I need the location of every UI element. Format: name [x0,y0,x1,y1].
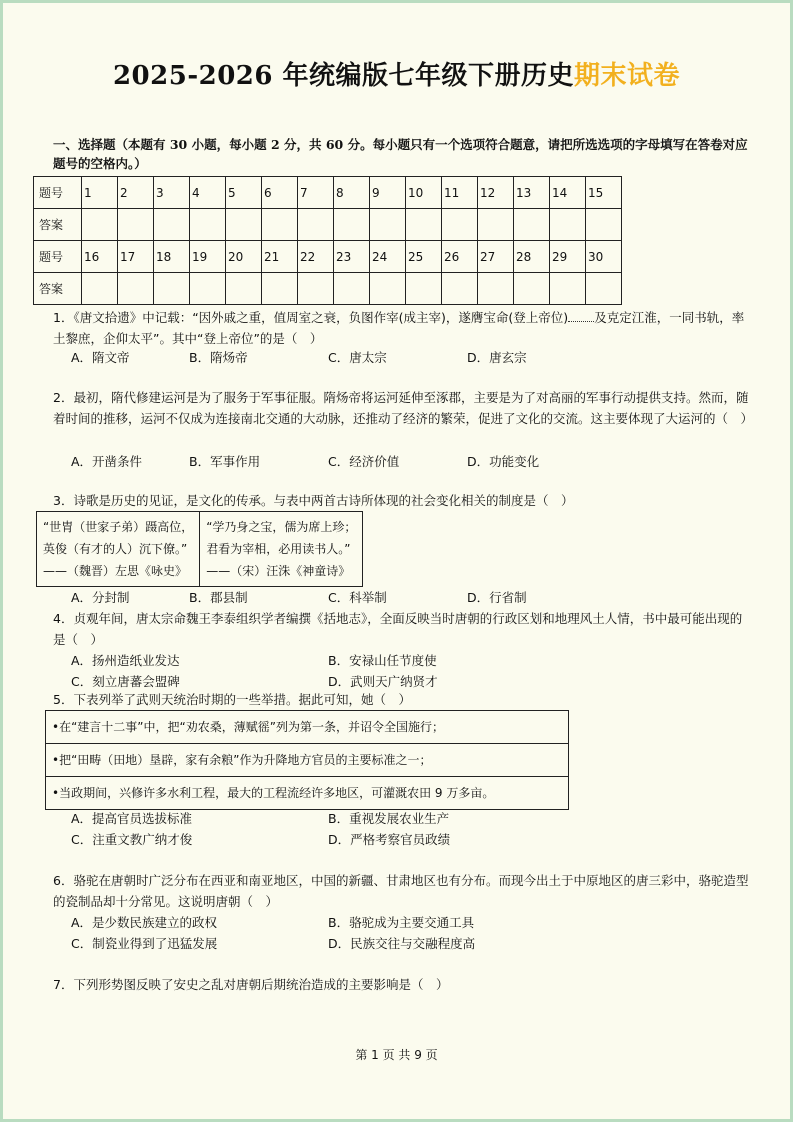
answer-cell[interactable] [370,273,406,305]
answer-cell[interactable] [334,209,370,241]
answer-cell[interactable] [298,209,334,241]
title-main: 2025-2026 年统编版七年级下册历史 [112,61,575,91]
question-3-stem: 3．诗歌是历史的见证，是文化的传承。与表中两首古诗所体现的社会变化相关的制度是（ ） [53,493,574,508]
question-number-cell: 23 [334,241,370,273]
answer-cell[interactable] [226,209,262,241]
poem-line: “学乃身之宝，儒为席上珍； [206,520,357,534]
answer-cell[interactable] [514,209,550,241]
option-d[interactable]: D．武则天广纳贤才 [328,674,438,689]
question-number-cell: 14 [550,177,586,209]
question-number-cell: 8 [334,177,370,209]
answer-cell[interactable] [154,209,190,241]
option-a[interactable]: A．是少数民族建立的政权 [71,915,218,930]
answer-cell[interactable] [226,273,262,305]
question-number-cell: 12 [478,177,514,209]
page-title [3,55,790,92]
answer-table-row [34,209,622,241]
answer-cell[interactable] [118,209,154,241]
answer-cell[interactable] [82,273,118,305]
question-number-cell: 13 [514,177,550,209]
row-label-number: 题号 [34,177,82,209]
answer-cell[interactable] [442,273,478,305]
option-b[interactable]: B．隋炀帝 [189,350,248,365]
answer-cell[interactable] [370,209,406,241]
question-number-cell: 22 [298,241,334,273]
answer-cell[interactable] [550,273,586,305]
question-number-cell: 29 [550,241,586,273]
row-label-answer: 答案 [34,209,82,241]
answer-cell[interactable] [586,209,622,241]
answer-cell[interactable] [262,273,298,305]
question-number-cell: 10 [406,177,442,209]
question-number-cell: 11 [442,177,478,209]
question-number-cell: 1 [82,177,118,209]
measure-row: •当政期间，兴修许多水利工程，最大的工程流经许多地区，可灌溉农田 9 万多亩。 [46,776,568,809]
option-c[interactable]: C．制瓷业得到了迅猛发展 [71,936,218,951]
option-b[interactable]: B．骆驼成为主要交通工具 [328,915,475,930]
question-5-stem: 5．下表列举了武则天统治时期的一些举措。据此可知，她（ ） [53,692,411,707]
answer-cell[interactable] [118,273,154,305]
option-a[interactable]: A．隋文帝 [71,350,130,365]
question-number-cell: 25 [406,241,442,273]
question-number-cell: 19 [190,241,226,273]
option-b[interactable]: B．重视发展农业生产 [328,811,450,826]
question-number-cell: 30 [586,241,622,273]
question-number-cell: 27 [478,241,514,273]
poem-line: 君看为宰相，必用读书人。” [206,542,351,556]
poem-table [36,511,363,587]
answer-cell[interactable] [442,209,478,241]
poem-source: ——（魏晋）左思《咏史》 [43,564,188,578]
answer-cell[interactable] [586,273,622,305]
question-number-cell: 15 [586,177,622,209]
option-a[interactable]: A．扬州造纸业发达 [71,653,180,668]
poem-line: “世胄（世家子弟）蹑高位， [43,520,194,534]
question-number-cell: 24 [370,241,406,273]
option-a[interactable]: A．提高官员选拔标准 [71,811,193,826]
option-b[interactable]: B．安禄山任节度使 [328,653,437,668]
question-1-stem-part-b: 及克定江淮，一同书轨，率土黎庶，企仰太平”。其中“登上帝位”的是（ ） [53,310,745,346]
answer-cell[interactable] [334,273,370,305]
measure-row: •在“建言十二事”中，把“劝农桑，薄赋徭”列为第一条，并诏令全国施行； [52,720,444,734]
option-d[interactable]: D．行省制 [467,590,527,605]
answer-table-row [34,273,622,305]
option-c[interactable]: C．科举制 [328,590,387,605]
question-6-stem: 6．骆驼在唐朝时广泛分布在西亚和南亚地区，中国的新疆、甘肃地区也有分布。而现今出土于中原地区的唐三彩中，骆驼造型的瓷制品却十分常见。这说明唐朝（ ） [53,873,749,909]
question-number-cell: 5 [226,177,262,209]
answer-cell[interactable] [154,273,190,305]
question-number-cell: 20 [226,241,262,273]
page-footer: 第 1 页 共 9 页 [355,1048,438,1062]
answer-cell[interactable] [478,209,514,241]
poem-source: ——（宋）汪洙《神童诗》 [206,564,351,578]
option-a[interactable]: A．开凿条件 [71,454,143,469]
question-1-stem [53,307,753,349]
answer-cell[interactable] [406,273,442,305]
question-number-cell: 9 [370,177,406,209]
option-c[interactable]: C．刻立唐蕃会盟碑 [71,674,180,689]
question-number-cell: 17 [118,241,154,273]
question-number-cell: 28 [514,241,550,273]
answer-table-row [34,241,622,273]
question-number-cell: 4 [190,177,226,209]
answer-blank [568,309,594,322]
poem-left-cell [37,512,199,586]
option-b[interactable]: B．郡县制 [189,590,248,605]
answer-sheet-table [33,176,622,305]
measure-row: •把“田畴（田地）垦辟，家有余粮”作为升降地方官员的主要标准之一； [46,743,568,776]
question-number-cell: 7 [298,177,334,209]
answer-cell[interactable] [190,209,226,241]
option-a[interactable]: A．分封制 [71,590,130,605]
question-1-stem-part-a: 1．《唐文拾遗》中记载：“因外戚之重，值周室之衰，负图作宰(成主宰)，遂膺宝命(登上帝位) [53,310,569,325]
option-d[interactable]: D．功能变化 [467,454,540,469]
question-number-cell: 3 [154,177,190,209]
option-c[interactable]: C．经济价值 [328,454,400,469]
row-label-number: 题号 [34,241,82,273]
answer-cell[interactable] [478,273,514,305]
option-d[interactable]: D．唐玄宗 [467,350,527,365]
answer-cell[interactable] [298,273,334,305]
measures-table [45,710,569,810]
answer-table-row [34,177,622,209]
question-number-cell: 26 [442,241,478,273]
answer-cell[interactable] [550,209,586,241]
question-number-cell: 16 [82,241,118,273]
title-highlight: 期末试卷 [574,61,681,91]
answer-cell[interactable] [190,273,226,305]
question-number-cell: 2 [118,177,154,209]
answer-cell[interactable] [262,209,298,241]
answer-cell[interactable] [82,209,118,241]
answer-cell[interactable] [406,209,442,241]
question-number-cell: 21 [262,241,298,273]
option-b[interactable]: B．军事作用 [189,454,261,469]
option-c[interactable]: C．注重文教广纳才俊 [71,832,193,847]
question-4-stem: 4．贞观年间，唐太宗命魏王李泰组织学者编撰《括地志》，全面反映当时唐朝的行政区划和地理风土人情，书中最可能出现的是（ ） [53,611,743,647]
row-label-answer: 答案 [34,273,82,305]
option-c[interactable]: C．唐太宗 [328,350,387,365]
answer-cell[interactable] [514,273,550,305]
option-d[interactable]: D．民族交往与交融程度高 [328,936,476,951]
section-heading: 一、选择题（本题有 30 小题，每小题 2 分，共 60 分。每小题只有一个选项符合题意，请把所选选项的字母填写在答卷对应题号的空格内。） [53,137,748,171]
question-number-cell: 6 [262,177,298,209]
question-7-stem: 7．下列形势图反映了安史之乱对唐朝后期统治造成的主要影响是（ ） [53,977,449,992]
question-2-stem: 2．最初，隋代修建运河是为了服务于军事征服。隋炀帝将运河延伸至涿郡，主要是为了对高丽的军事行动提供支持。然而，随着时间的推移，运河不仅成为连接南北交通的大动脉，还推动了经济的繁荣，促进了文化的交流。这主要体现了大运河的（ ） [53,390,754,426]
option-d[interactable]: D．严格考察官员政绩 [328,832,451,847]
poem-line: 英俊（有才的人）沉下僚。” [43,542,188,556]
question-number-cell: 18 [154,241,190,273]
poem-right-cell [199,512,362,586]
